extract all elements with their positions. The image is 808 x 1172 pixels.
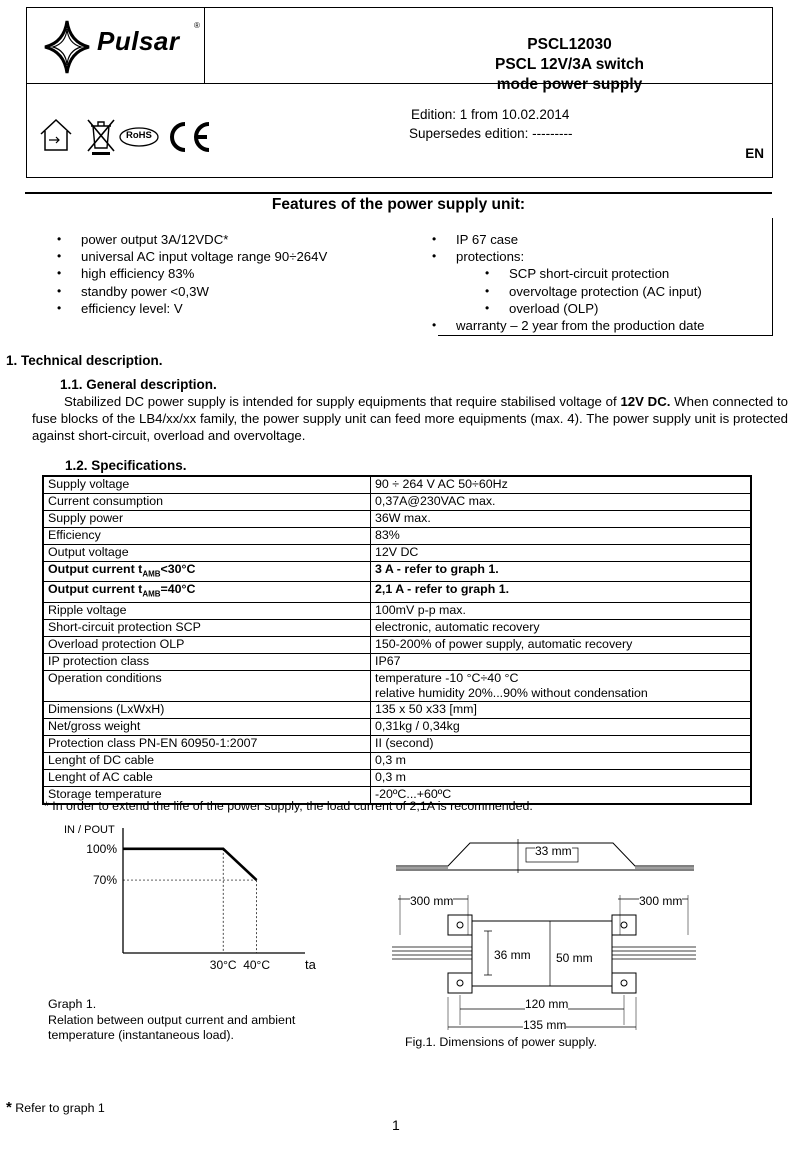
spec-value: II (second) <box>371 735 752 752</box>
features-title-rule <box>25 192 772 194</box>
spec-value: 90 ÷ 264 V AC 50÷60Hz <box>371 476 752 494</box>
xtick-label: 30°C <box>209 958 237 972</box>
spec-key: Supply voltage <box>43 476 371 494</box>
spec-value: 2,1 A - refer to graph 1. <box>371 582 752 602</box>
caption-line: temperature (instantaneous load). <box>48 1028 234 1042</box>
spec-key: Overload protection OLP <box>43 636 371 653</box>
features-left-list <box>55 231 435 317</box>
caption-line: Relation between output current and ambient <box>48 1012 296 1027</box>
spec-key: Current consumption <box>43 494 371 511</box>
ytick-label: 70% <box>92 873 117 888</box>
derating-chart <box>40 818 340 988</box>
dim-cable-right: 300 mm <box>639 894 683 908</box>
registered-mark: ® <box>194 21 200 30</box>
pulsar-logo <box>39 16 204 78</box>
table-row <box>43 562 751 582</box>
spec-key: Dimensions (LxWxH) <box>43 701 371 718</box>
table-row <box>43 735 751 752</box>
spec-key: Operation conditions <box>43 670 371 701</box>
series-line <box>123 849 257 880</box>
table-row <box>43 528 751 545</box>
edition: Edition: 1 from 10.02.2014 <box>411 107 570 122</box>
table-row <box>43 476 751 494</box>
spec-key: Lenght of DC cable <box>43 752 371 769</box>
spec-table <box>42 475 752 805</box>
table-row <box>43 511 751 528</box>
table-row <box>43 769 751 786</box>
spec-value: 100mV p-p max. <box>371 602 752 619</box>
spec-value: 150-200% of power supply, automatic recovery <box>371 636 752 653</box>
footnote-text: Refer to graph 1 <box>11 1101 105 1115</box>
graph-caption <box>48 997 348 1044</box>
list-item: • overvoltage protection (AC input) <box>430 283 770 300</box>
supersedes: Supersedes edition: --------- <box>409 126 573 141</box>
weee-bin-icon <box>88 120 114 155</box>
dim-135: 135 mm <box>523 1018 567 1032</box>
spec-key: Ripple voltage <box>43 602 371 619</box>
spec-value: 36W max. <box>371 511 752 528</box>
table-row <box>43 619 751 636</box>
spec-key: Output current $t_{AMB}<30^\circ C$ <box>43 562 371 582</box>
general-description <box>32 393 788 444</box>
spec-value: 0,3 m <box>371 769 752 786</box>
caption-line: Graph 1. <box>48 997 97 1011</box>
list-item: • high efficiency 83% <box>55 265 435 282</box>
list-item: • warranty – 2 year from the production date <box>430 317 770 334</box>
list-item: • power output 3A/12VDC* <box>55 231 435 248</box>
subsection-specs: 1.2. Specifications. <box>65 458 187 473</box>
table-row <box>43 718 751 735</box>
list-item: • SCP short-circuit protection <box>430 265 770 282</box>
product-line2: mode power supply <box>496 76 643 93</box>
spec-key: Short-circuit protection SCP <box>43 619 371 636</box>
spec-value: -20ºC...+60ºC <box>371 786 752 804</box>
table-row <box>43 602 751 619</box>
ce-mark-icon <box>172 124 209 150</box>
spec-value: electronic, automatic recovery <box>371 619 752 636</box>
spec-value: temperature -10 °C÷40 °C relative humidity 20%...90% without condensation <box>371 670 752 701</box>
brand-name: Pulsar <box>97 26 180 56</box>
product-title <box>367 35 772 95</box>
language-code: EN <box>745 146 764 161</box>
para-text: When connected to fuse blocks of the LB4/xx/xx family, the power supply unit can feed more equipments (max. 4). The power supply unit is protected against short-circuit, overload and overvoltage. <box>32 394 789 443</box>
cert-icons <box>37 116 217 156</box>
table-row <box>43 636 751 653</box>
list-item: • universal AC input voltage range 90÷264V <box>55 248 435 265</box>
spec-value: 0,31kg / 0,34kg <box>371 718 752 735</box>
table-row <box>43 582 751 602</box>
spec-key: Lenght of AC cable <box>43 769 371 786</box>
ytick-label: 100% <box>86 841 117 856</box>
product-code: PSCL12030 <box>527 36 612 53</box>
list-item: • standby power <0,3W <box>55 283 435 300</box>
header-box <box>26 7 773 178</box>
spec-value: 83% <box>371 528 752 545</box>
dim-33: 33 mm <box>535 844 572 858</box>
graph-1 <box>40 818 340 988</box>
list-item: • IP 67 case <box>430 231 770 248</box>
spec-key: Storage temperature <box>43 786 371 804</box>
table-row <box>43 752 751 769</box>
spec-key: Supply power <box>43 511 371 528</box>
spec-value: IP67 <box>371 653 752 670</box>
y-axis-label: IN / POUT <box>64 824 115 836</box>
spec-value: 12V DC <box>371 545 752 562</box>
para-text: Stabilized DC power supply is intended for supply equipments that require stabilised voltage of <box>64 394 621 409</box>
indoor-use-icon <box>41 120 71 150</box>
xtick-label: 40°C <box>243 958 271 972</box>
dimensions-figure <box>388 825 700 1040</box>
table-row <box>43 545 751 562</box>
spec-value: 0,37A@230VAC max. <box>371 494 752 511</box>
spec-key: IP protection class <box>43 653 371 670</box>
rohs-label: RoHS <box>126 130 152 141</box>
dim-cable-left: 300 mm <box>410 894 454 908</box>
x-axis-label: ta <box>305 957 316 972</box>
page-number: 1 <box>392 1117 400 1133</box>
table-row <box>43 701 751 718</box>
figure-caption: Fig.1. Dimensions of power supply. <box>405 1035 597 1049</box>
table-row <box>43 494 751 511</box>
spec-key: Output voltage <box>43 545 371 562</box>
spec-value: 3 A - refer to graph 1. <box>371 562 752 582</box>
table-row <box>43 653 751 670</box>
list-item: • protections: <box>430 248 770 265</box>
list-item: • overload (OLP) <box>430 300 770 317</box>
load-note: * In order to extend the life of the power supply, the load current of 2,1A is recommended. <box>44 799 533 813</box>
para-bold: 12V DC. <box>620 394 671 409</box>
features-right-list <box>430 231 770 334</box>
product-line1: PSCL 12V/3A switch <box>494 56 645 73</box>
section-title: 1. Technical description. <box>6 353 163 368</box>
dim-120: 120 mm <box>525 997 569 1011</box>
spec-key: Protection class PN-EN 60950-1:2007 <box>43 735 371 752</box>
spec-value: 0,3 m <box>371 752 752 769</box>
subsection-general: 1.1. General description. <box>60 377 217 392</box>
features-title: Features of the power supply unit: <box>271 196 526 213</box>
table-row <box>43 670 751 701</box>
spec-key: Output current $t_{AMB}=40^\circ C$ <box>43 582 371 602</box>
spec-value: 135 x 50 x33 [mm] <box>371 701 752 718</box>
spec-key: Net/gross weight <box>43 718 371 735</box>
dim-36: 36 mm <box>494 948 531 962</box>
spec-key: Efficiency <box>43 528 371 545</box>
dim-50: 50 mm <box>556 951 593 965</box>
footer-note <box>6 1099 105 1116</box>
footnote-star: * <box>6 1099 12 1116</box>
list-item: • efficiency level: V <box>55 300 435 317</box>
